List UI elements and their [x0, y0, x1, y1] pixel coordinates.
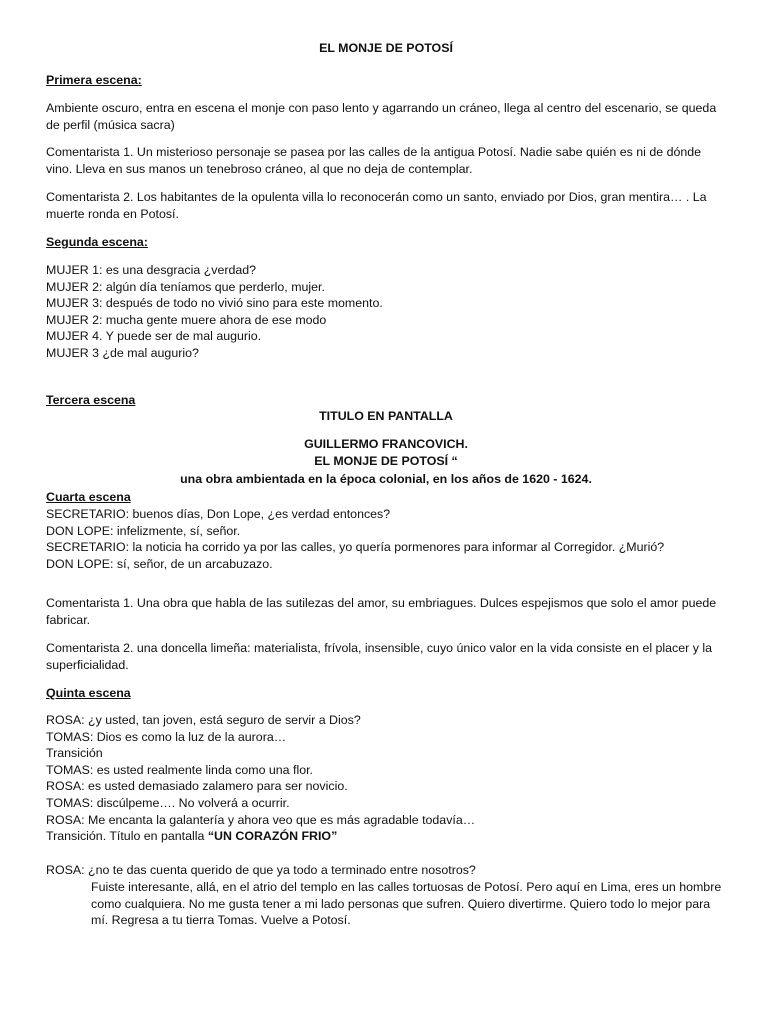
scene1-paragraph-3: Comentarista 2. Los habitantes de la opulenta villa lo reconocerán como un santo, enviado por Dios, gran mentira… . La muerte ronda en Potosí. — [46, 190, 707, 221]
dialogue-line: SECRETARIO: buenos días, Don Lope, ¿es verdad entonces? — [46, 507, 391, 521]
author-name: GUILLERMO FRANCOVICH. — [304, 437, 468, 451]
dialogue-line: ROSA: es usted demasiado zalamero para ser novicio. — [46, 779, 348, 794]
scene2-dialogue — [46, 262, 726, 362]
dialogue-line: MUJER 2: mucha gente muere ahora de ese modo — [46, 312, 327, 327]
rosa-paragraph: Fuiste interesante, allá, en el atrio del templo en las calles tortuosas de Potosí. Pero aquí en Lima, eres un hombre como cualquiera. No me gusta tener a mi lado personas que sufren. Quiero divertirme. Quiero todo lo mejor para mí. Regresa a tu tierra Tomas. Vuelve a Potosí. — [91, 880, 722, 928]
dialogue-line: SECRETARIO: la noticia ha corrido ya por las calles, yo quería pormenores para informar al Corregidor. ¿Murió? — [46, 540, 665, 555]
scene1-paragraph-2: Comentarista 1. Un misterioso personaje se pasea por las calles de la antigua Potosí. Nadie sabe quién es ni de dónde vino. Lleva en sus manos un tenebroso cráneo, al que no deja de contemplar. — [46, 145, 702, 176]
scene5-dialogue — [46, 712, 726, 845]
dialogue-line: TOMAS: Dios es como la luz de la aurora… — [46, 729, 287, 744]
scene5-heading: Quinta escena — [46, 686, 131, 700]
dialogue-line: MUJER 1: es una desgracia ¿verdad? — [46, 263, 257, 277]
dialogue-line: TOMAS: es usted realmente linda como una flor. — [46, 762, 313, 777]
rosa-line: ROSA: ¿no te das cuenta querido de que ya todo a terminado entre nosotros? — [46, 863, 476, 877]
scene4-paragraph-2: Comentarista 2. una doncella limeña: materialista, frívola, insensible, cuyo único valor en la vida consiste en el placer y la superficialidad. — [46, 641, 712, 672]
dialogue-line: DON LOPE: infelizmente, sí, señor. — [46, 523, 241, 538]
work-title: EL MONJE DE POTOSÍ “ — [314, 454, 458, 468]
dialogue-line: Transición — [46, 746, 103, 761]
scene2-heading: Segunda escena: — [46, 235, 148, 249]
dialogue-line: TOMAS: discúlpeme…. No volverá a ocurrir. — [46, 795, 290, 810]
transition-title: “UN CORAZÓN FRIO” — [207, 829, 338, 844]
dialogue-line: MUJER 3 ¿de mal augurio? — [46, 345, 199, 360]
document-title: EL MONJE DE POTOSÍ — [319, 41, 453, 55]
scene4-dialogue — [46, 506, 726, 572]
work-subtitle: una obra ambientada en la época colonial, en los años de 1620 - 1624. — [180, 472, 592, 486]
dialogue-line: DON LOPE: sí, señor, de un arcabuzazo. — [46, 556, 273, 571]
dialogue-line: MUJER 3: después de todo no vivió sino para este momento. — [46, 296, 383, 311]
scene4-heading: Cuarta escena — [46, 490, 131, 504]
dialogue-line: MUJER 2: algún día teníamos que perderlo, mujer. — [46, 279, 325, 294]
dialogue-line: MUJER 4. Y puede ser de mal augurio. — [46, 329, 262, 344]
dialogue-line: ROSA: Me encanta la galantería y ahora veo que es más agradable todavía… — [46, 812, 476, 827]
scene3-heading: Tercera escena — [46, 393, 136, 407]
scene4-paragraph-1: Comentarista 1. Una obra que habla de las sutilezas del amor, su embriagues. Dulces espejismos que solo el amor puede fabricar. — [46, 596, 717, 627]
transition-line — [46, 828, 726, 845]
screen-title-label: TITULO EN PANTALLA — [319, 409, 453, 423]
dialogue-line: ROSA: ¿y usted, tan joven, está seguro de servir a Dios? — [46, 713, 361, 727]
scene1-heading: Primera escena: — [46, 73, 142, 87]
transition-prefix: Transición. Título en pantalla — [46, 829, 208, 844]
scene1-paragraph-1: Ambiente oscuro, entra en escena el monje con paso lento y agarrando un cráneo, llega al centro del escenario, se queda de perfil (música sacra) — [46, 101, 717, 132]
